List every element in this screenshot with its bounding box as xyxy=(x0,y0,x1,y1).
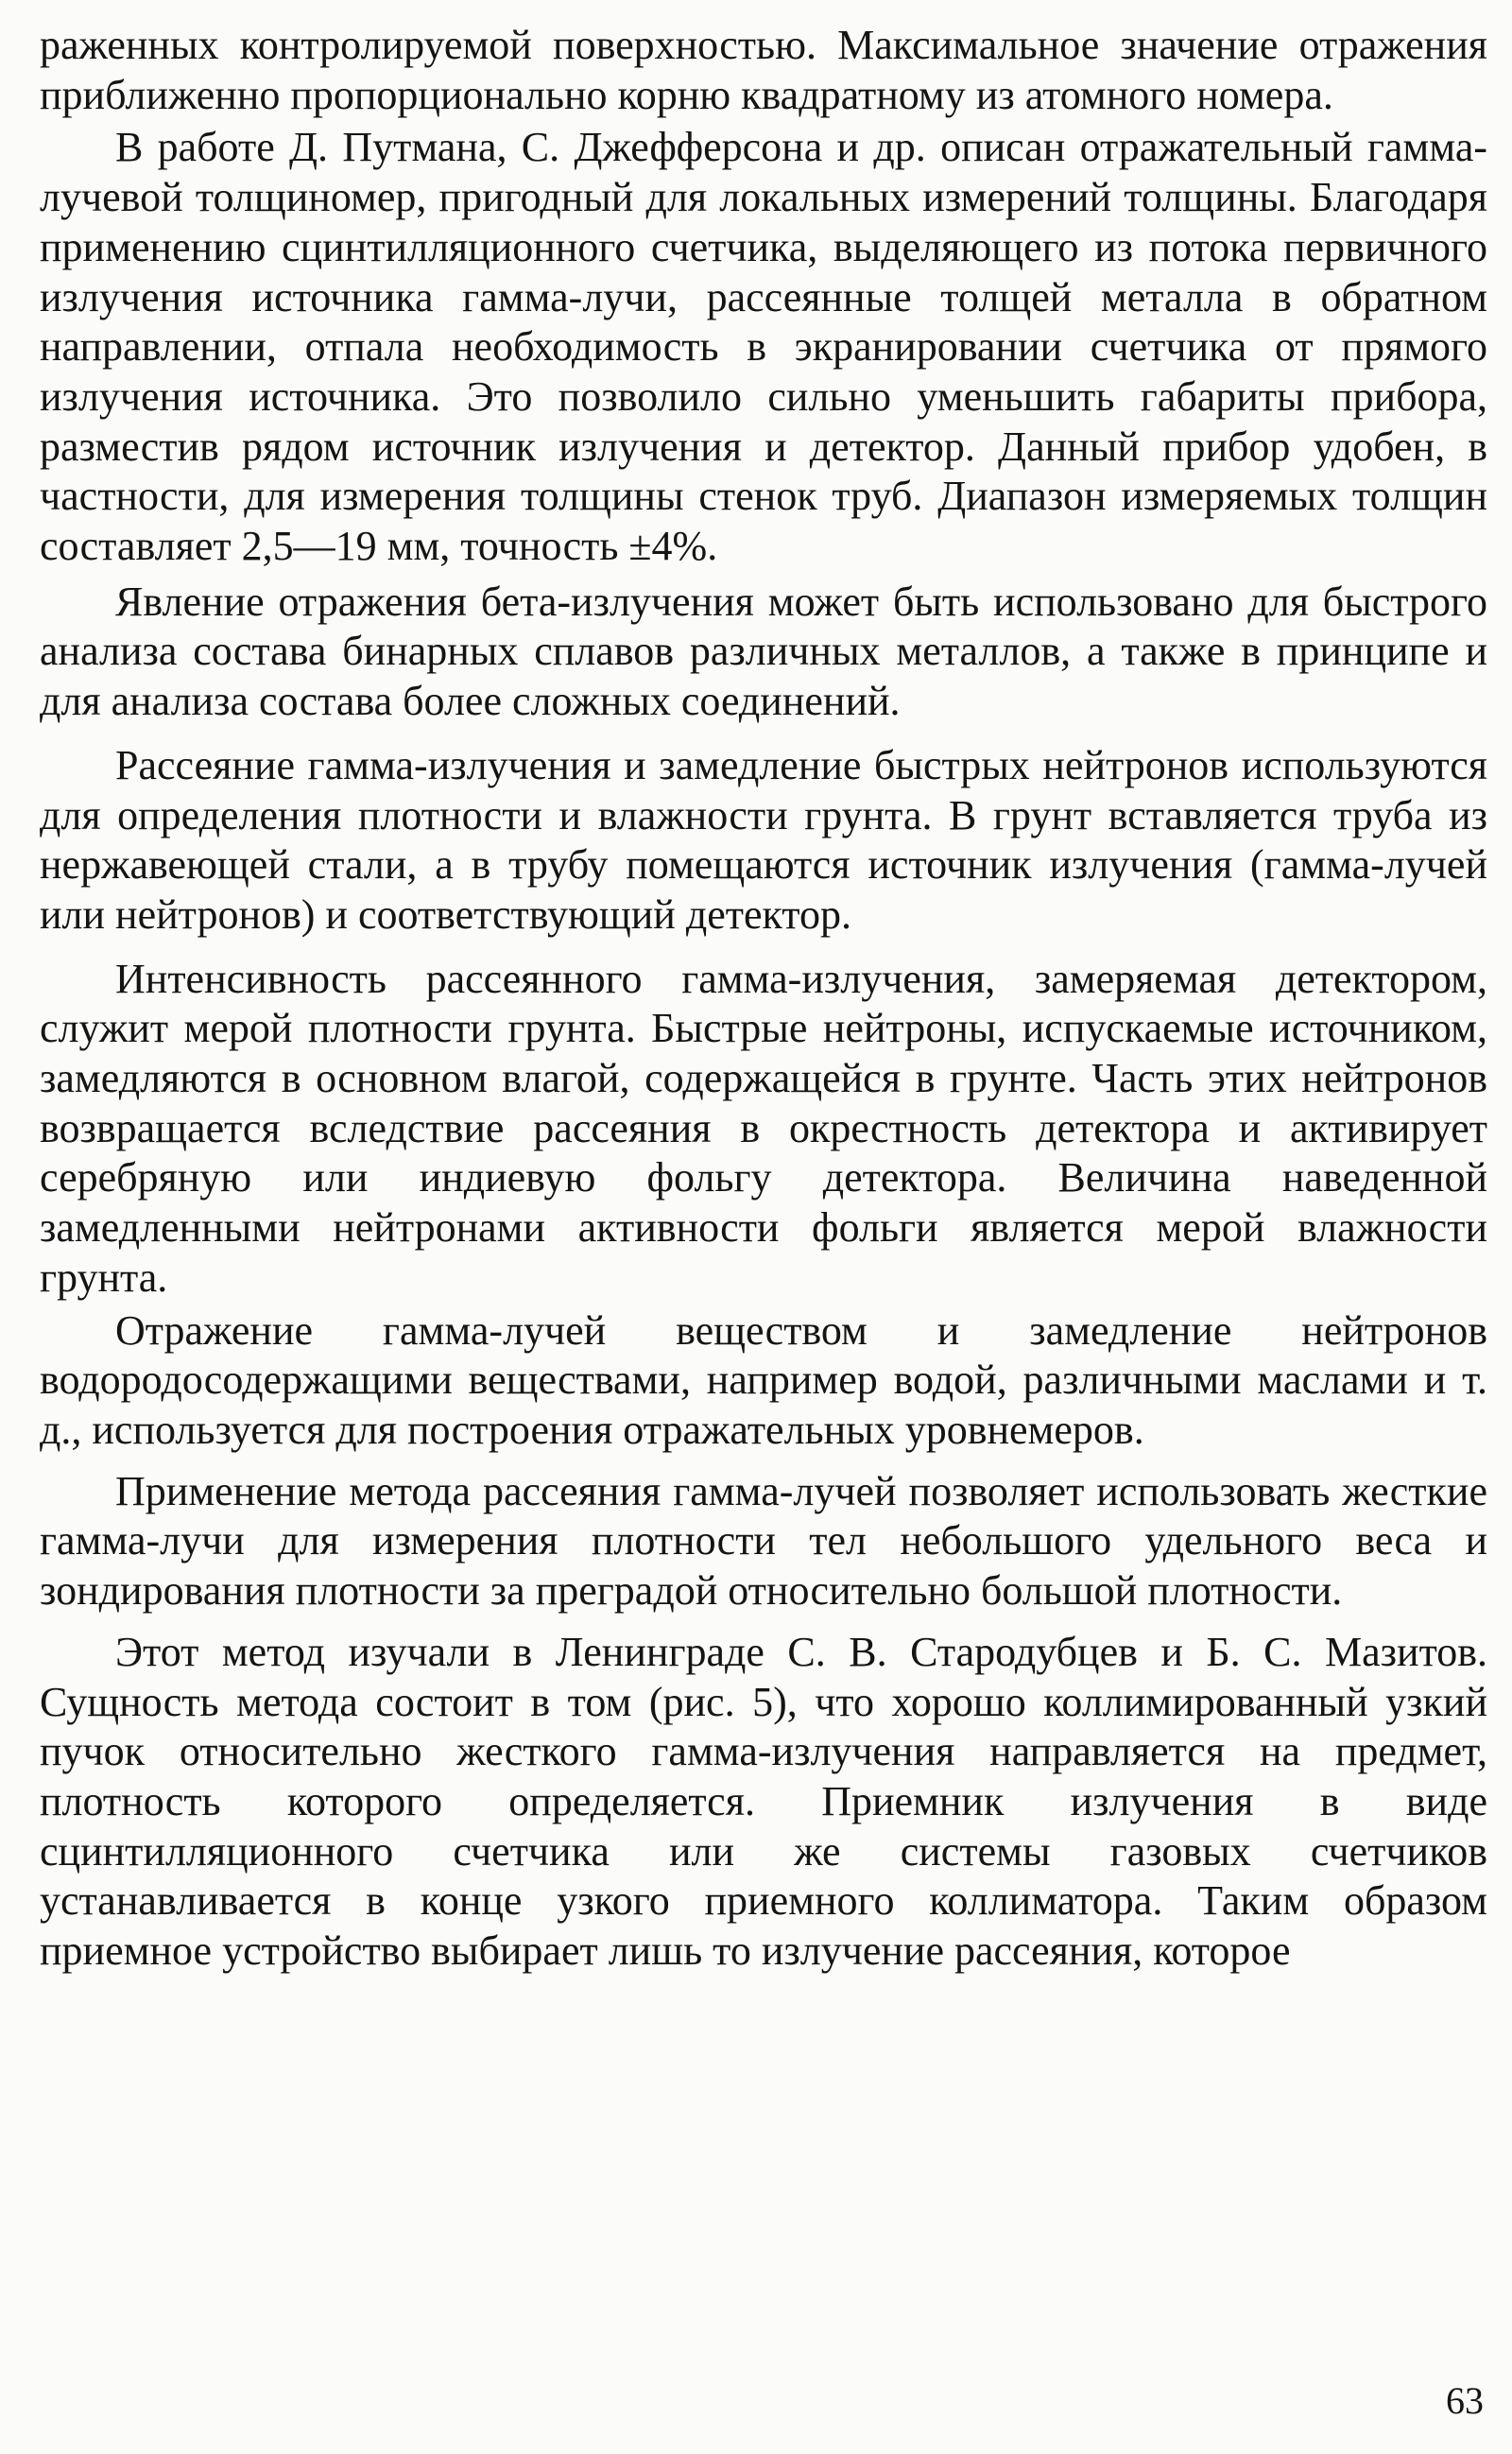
page-number: 63 xyxy=(1446,2379,1484,2422)
paragraph-level-gauges: Отражение гамма-лучей веществом и замедление нейтронов водородосодержащими веществами, например водой, различными маслами и т. д., используется для построения отражательных уровнемеров. xyxy=(40,1306,1487,1453)
paragraph-continuation: раженных контролируемой поверхностью. Максимальное значение отражения приближенно пропорционально корню квадратному из атомного номера. xyxy=(40,22,1487,118)
paragraph-putman-thickness-gauge: В работе Д. Путмана, С. Джефферсона и др. описан отражательный гамма-лучевой толщиномер, пригодный для локальных измерений толщины. Благодаря применению сцинтилляционного счетчика, выделяющего из потока первичного излучения источника гамма-лучи, рассеянные толщей металла в обратном направлении, отпала необходимость в экранировании счетчика от прямого излучения источника. Это позволило сильно уменьшить габариты прибора, разместив рядом источник излучения и детектор. Данный прибор удобен, в частности, для измерения толщины стенок труб. Диапазон измеряемых толщин составляет 2,5—19 мм, точность ±4%. xyxy=(40,124,1487,570)
paragraph-hard-gamma-method: Применение метода рассеяния гамма-лучей позволяет использовать жесткие гамма-лучи для измерения плотности тел небольшого удельного веса и зондирования плотности за преградой относительно большой плотности. xyxy=(40,1467,1487,1615)
paragraph-soil-density: Рассеяние гамма-излучения и замедление быстрых нейтронов используются для определения плотности и влажности грунта. В грунт вставляется труба из нержавеющей стали, а в трубу помещаются источник излучения (гамма-лучей или нейтронов) и соответствующий детектор. xyxy=(40,741,1487,938)
paragraph-leningrad-study: Этот метод изучали в Ленинграде С. В. Стародубцев и Б. С. Мазитов. Сущность метода состоит в том (рис. 5), что хорошо коллимированный узкий пучок относительно жесткого гамма-излучения направляется на предмет, плотность которого определяется. Приемник излучения в виде сцинтилляционного счетчика или же системы газовых счетчиков устанавливается в конце узкого приемного коллиматора. Таким образом приемное устройство выбирает лишь то излучение рассеяния, которое xyxy=(40,1628,1487,1975)
body-text xyxy=(40,21,1487,1977)
paragraph-scattered-gamma-intensity: Интенсивность рассеянного гамма-излучения, замеряемая детектором, служит мерой плотности грунта. Быстрые нейтроны, испускаемые источником, замедляются в основном влагой, содержащейся в грунте. Часть этих нейтронов возвращается вследствие рассеяния в окрестность детектора и активирует серебряную или индиевую фольгу детектора. Величина наведенной замедленными нейтронами активности фольги является мерой влажности грунта. xyxy=(40,955,1487,1301)
paragraph-beta-reflection: Явление отражения бета-излучения может быть использовано для быстрого анализа состава бинарных сплавов различных металлов, а также в принципе и для анализа состава более сложных соединений. xyxy=(40,578,1487,725)
